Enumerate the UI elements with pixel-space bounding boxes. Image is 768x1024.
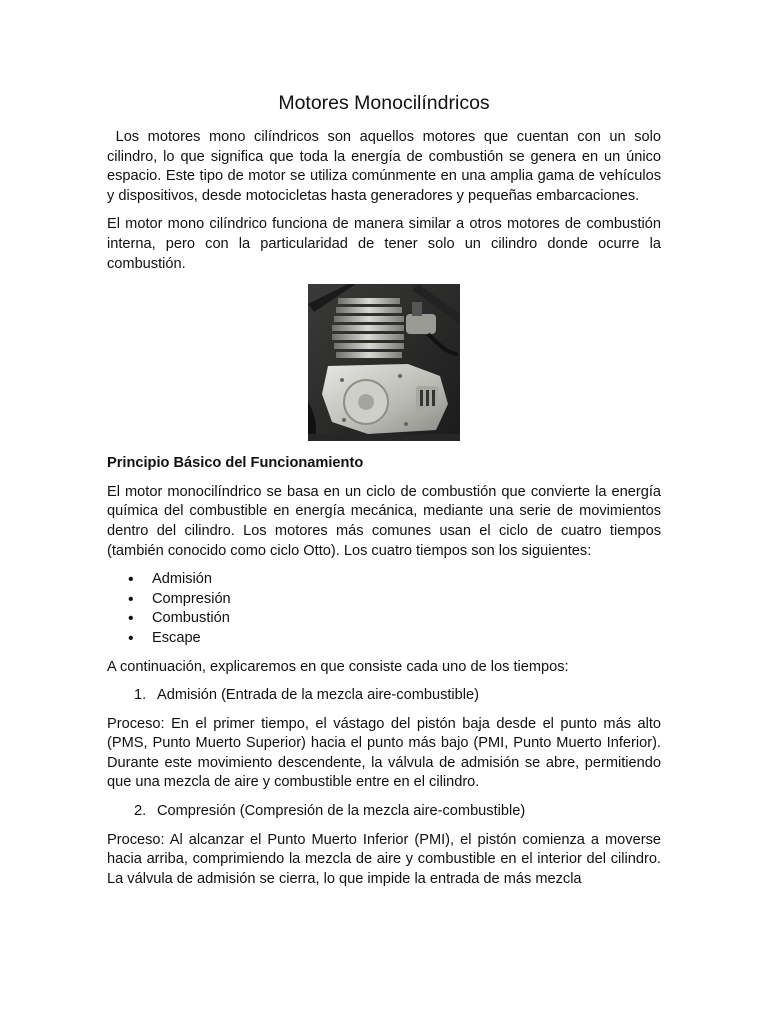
list-item: • Admisión bbox=[107, 570, 661, 590]
list-item: • Compresión bbox=[107, 590, 661, 610]
engine-figure bbox=[107, 284, 661, 441]
engine-photo bbox=[308, 284, 460, 441]
strokes-list bbox=[107, 570, 661, 648]
intro-paragraph-2: El motor mono cilíndrico funciona de manera similar a otros motores de combustión interna, pero con la particularidad de tener solo un cilindro donde ocurre la combustión. bbox=[107, 216, 661, 272]
step-label: Admisión (Entrada de la mezcla aire-combustible) bbox=[157, 687, 480, 704]
section-heading: Principio Básico del Funcionamiento bbox=[107, 455, 364, 472]
step-heading-2 bbox=[107, 802, 661, 822]
section-paragraph: El motor monocilíndrico se basa en un ciclo de combustión que convierte la energía química del combustible en energía mecánica, mediante una serie de movimientos dentro del cilindro. Los motores más comunes usan el ciclo de cuatro tiempos (también conocido como ciclo Otto). Los cuatro tiempos son los siguientes: bbox=[107, 483, 661, 559]
step-heading-1 bbox=[107, 686, 661, 706]
step-number: 1. bbox=[134, 687, 147, 704]
continuation-paragraph: A continuación, explicaremos en que consiste cada uno de los tiempos: bbox=[107, 658, 569, 675]
intro-paragraph-1: Los motores mono cilíndricos son aquellos motores que cuentan con un solo cilindro, lo que significa que toda la energía de combustión se genera en un único espacio. Este tipo de motor se utiliza comúnmente en una amplia gama de vehículos y dispositivos, desde motocicletas hasta generadores y pequeñas embarcaciones. bbox=[107, 129, 666, 204]
list-item: • Escape bbox=[107, 629, 661, 649]
step-number: 2. bbox=[134, 803, 147, 820]
document-title: Motores Monocilíndricos bbox=[278, 92, 490, 114]
step-paragraph-2: Proceso: Al alcanzar el Punto Muerto Inferior (PMI), el pistón comienza a moverse hacia arriba, comprimiendo la mezcla de aire y combustible en el interior del cilindro. La válvula de admisión se cierra, lo que impide la entrada de más mezcla bbox=[107, 831, 661, 887]
step-paragraph-1: Proceso: En el primer tiempo, el vástago del pistón baja desde el punto más alto (PMS, Punto Muerto Superior) hacia el punto más bajo (PMI, Punto Muerto Inferior). Durante este movimiento descendente, la válvula de admisión se abre, permitiendo que una mezcla de aire y combustible entre en el cilindro. bbox=[107, 715, 661, 791]
step-label: Compresión (Compresión de la mezcla aire-combustible) bbox=[157, 803, 526, 820]
document-page bbox=[107, 90, 666, 898]
list-item: • Combustión bbox=[107, 609, 661, 629]
